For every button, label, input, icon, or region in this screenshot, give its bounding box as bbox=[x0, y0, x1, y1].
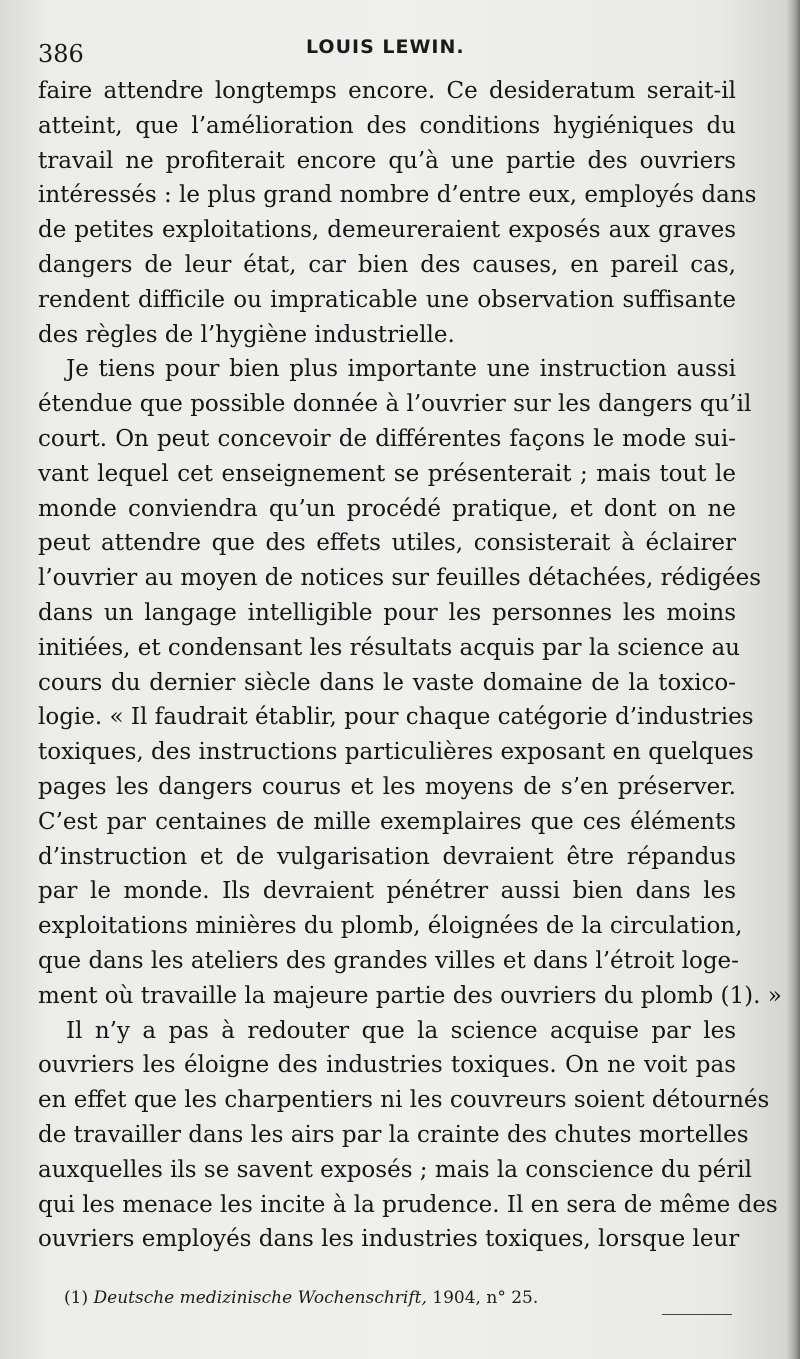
text-line: dangers de leur état, car bien des causes, en pareil cas, bbox=[38, 251, 736, 278]
text-line: exploitations minières du plomb, éloignées de la circulation, bbox=[38, 913, 743, 940]
text-line: vant lequel cet enseignement se présenterait ; mais tout le bbox=[38, 460, 736, 487]
text-line: faire attendre longtemps encore. Ce desideratum serait-il bbox=[38, 78, 736, 104]
text-line: de travailler dans les airs par la crainte des chutes mortelles bbox=[38, 1121, 749, 1148]
text-line: d’instruction et de vulgarisation devraient être répandus bbox=[38, 843, 736, 870]
text-line: initiées, et condensant les résultats acquis par la science au bbox=[38, 634, 740, 661]
text-line: en effet que les charpentiers ni les couvreurs soient détournés bbox=[38, 1087, 770, 1114]
footnote-details: 1904, n° 25. bbox=[432, 1288, 539, 1308]
text-line: auxquelles ils se savent exposés ; mais la conscience du péril bbox=[38, 1156, 752, 1183]
body-text bbox=[38, 74, 782, 1257]
text-line: Il n’y a pas à redouter que la science acquise par les bbox=[66, 1017, 736, 1044]
text-line: travail ne profiterait encore qu’à une partie des ouvriers bbox=[38, 147, 736, 174]
footnote-rule bbox=[662, 1314, 732, 1315]
text-line: ouvriers les éloigne des industries toxiques. On ne voit pas bbox=[38, 1052, 736, 1079]
text-line: peut attendre que des effets utiles, consisterait à éclairer bbox=[38, 530, 736, 557]
text-line: logie. « Il faudrait établir, pour chaque catégorie d’industries bbox=[38, 704, 754, 731]
text-line: court. On peut concevoir de différentes façons le mode sui- bbox=[38, 425, 736, 452]
text-line: C’est par centaines de mille exemplaires que ces éléments bbox=[38, 808, 736, 835]
footnote-marker: (1) bbox=[64, 1288, 89, 1308]
text-line: de petites exploitations, demeureraient exposés aux graves bbox=[38, 217, 736, 244]
text-line: qui les menace les incite à la prudence. Il en sera de même des bbox=[38, 1191, 778, 1218]
text-line: des règles de l’hygiène industrielle. bbox=[38, 321, 455, 348]
text-line: pages les dangers courus et les moyens de s’en préserver. bbox=[38, 773, 736, 800]
text-line: ouvriers employés dans les industries toxiques, lorsque leur bbox=[38, 1226, 740, 1253]
text-line: dans un langage intelligible pour les personnes les moins bbox=[38, 599, 736, 626]
page-binding-shadow bbox=[786, 0, 800, 1359]
text-line: rendent difficile ou impraticable une observation suffisante bbox=[38, 286, 736, 313]
text-line: Je tiens pour bien plus importante une instruction aussi bbox=[66, 356, 736, 383]
text-line: monde conviendra qu’un procédé pratique, et dont on ne bbox=[38, 495, 736, 522]
running-title: LOUIS LEWIN. bbox=[306, 36, 465, 58]
text-line: intéressés : le plus grand nombre d’entre eux, employés dans bbox=[38, 182, 757, 209]
page-number: 386 bbox=[38, 40, 84, 68]
page-header bbox=[38, 36, 734, 70]
text-line: que dans les ateliers des grandes villes et dans l’étroit loge- bbox=[38, 947, 739, 974]
footnote bbox=[64, 1288, 538, 1308]
text-line: par le monde. Ils devraient pénétrer aussi bien dans les bbox=[38, 878, 736, 905]
footnote-journal: Deutsche medizinische Wochenschrift, bbox=[93, 1288, 427, 1308]
text-line: cours du dernier siècle dans le vaste domaine de la toxico- bbox=[38, 669, 736, 696]
text-line: toxiques, des instructions particulières exposant en quelques bbox=[38, 739, 754, 766]
text-line: étendue que possible donnée à l’ouvrier sur les dangers qu’il bbox=[38, 391, 752, 418]
text-line: l’ouvrier au moyen de notices sur feuilles détachées, rédigées bbox=[38, 565, 762, 592]
text-line: ment où travaille la majeure partie des ouvriers du plomb (1). » bbox=[38, 982, 782, 1009]
text-line: atteint, que l’amélioration des conditions hygiéniques du bbox=[38, 112, 736, 139]
